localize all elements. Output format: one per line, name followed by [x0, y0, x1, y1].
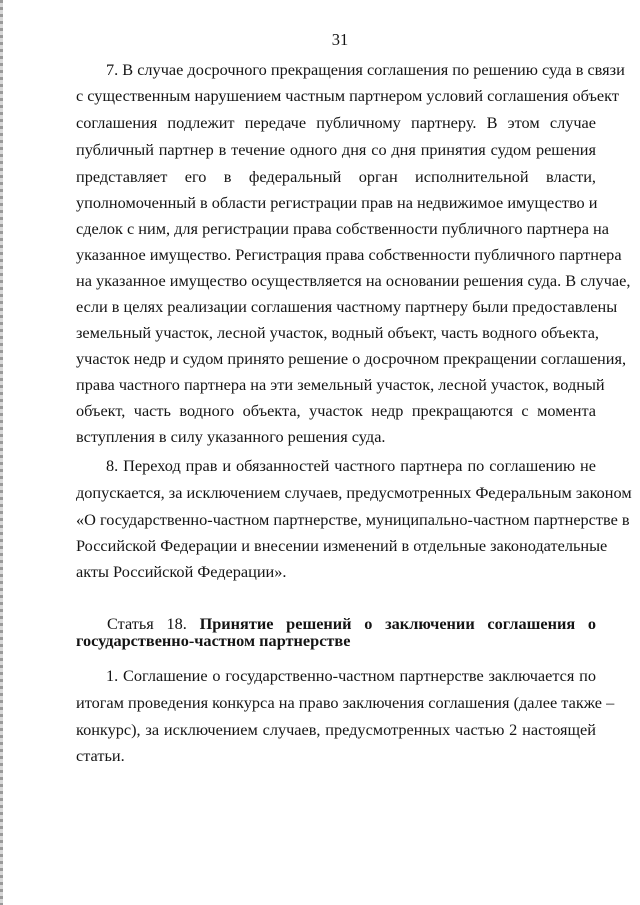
text-line: публичный партнер в течение одного дня со дня принятия судом решения — [76, 140, 596, 159]
article-title-word: о — [364, 614, 373, 633]
text-line: акты Российской Федерации». — [76, 562, 287, 581]
article-title-word: заключении — [385, 614, 475, 633]
article-title-word: о — [587, 614, 596, 633]
text-line: на указанное имущество осуществляется на основании решения суда. В случае, — [76, 271, 631, 290]
text-line: уполномоченный в области регистрации прав на недвижимое имущество и — [76, 193, 598, 212]
text-line: с существенным нарушением частным партнером условий соглашения объект — [76, 86, 619, 105]
text-line: «О государственно-частном партнерстве, муниципально-частном партнерстве в — [76, 510, 630, 529]
article-title-word: соглашения — [487, 614, 576, 633]
text-line: участок недр и судом принято решение о досрочном прекращении соглашения, — [76, 349, 627, 368]
scan-edge — [0, 0, 3, 905]
text-line: статьи. — [76, 746, 125, 765]
text-line: итогам проведения конкурса на право заключения соглашения (далее также – — [76, 693, 615, 712]
text-line: сделок с ним, для регистрации права собственности публичного партнера на — [76, 219, 609, 238]
article-label: Статья — [107, 614, 154, 633]
text-line: земельный участок, лесной участок, водный объект, часть водного объекта, — [76, 323, 599, 342]
text-line: 1. Соглашение о государственно-частном партнерстве заключается по — [106, 666, 596, 685]
text-line: если в целях реализации соглашения частному партнеру были предоставлены — [76, 297, 618, 316]
text-line: представляет его в федеральный орган исполнительной власти, — [76, 167, 596, 186]
text-line: права частного партнера на эти земельный участок, лесной участок, водный — [76, 375, 605, 394]
text-line: вступления в силу указанного решения суда. — [76, 427, 386, 446]
text-line: 8. Переход прав и обязанностей частного партнера по соглашению не — [106, 456, 596, 475]
text-line: конкурс), за исключением случаев, предусмотренных частью 2 настоящей — [76, 720, 596, 739]
text-line: указанное имущество. Регистрация права собственности публичного партнера — [76, 245, 622, 264]
text-line: Российской Федерации и внесении изменений в отдельные законодательные — [76, 536, 608, 555]
text-line: 7. В случае досрочного прекращения соглашения по решению суда в связи — [106, 60, 625, 79]
text-line: объект, часть водного объекта, участок недр прекращаются с момента — [76, 401, 596, 420]
text-line: соглашения подлежит передаче публичному партнеру. В этом случае — [76, 113, 596, 132]
article-title-word: решений — [286, 614, 352, 633]
article-heading-line-2: государственно-частном партнерстве — [76, 631, 351, 650]
article-number: 18. — [166, 614, 187, 633]
page-number: 31 — [331, 30, 349, 49]
article-title-word: Принятие — [199, 614, 274, 633]
text-line: допускается, за исключением случаев, предусмотренных Федеральным законом — [76, 483, 632, 502]
